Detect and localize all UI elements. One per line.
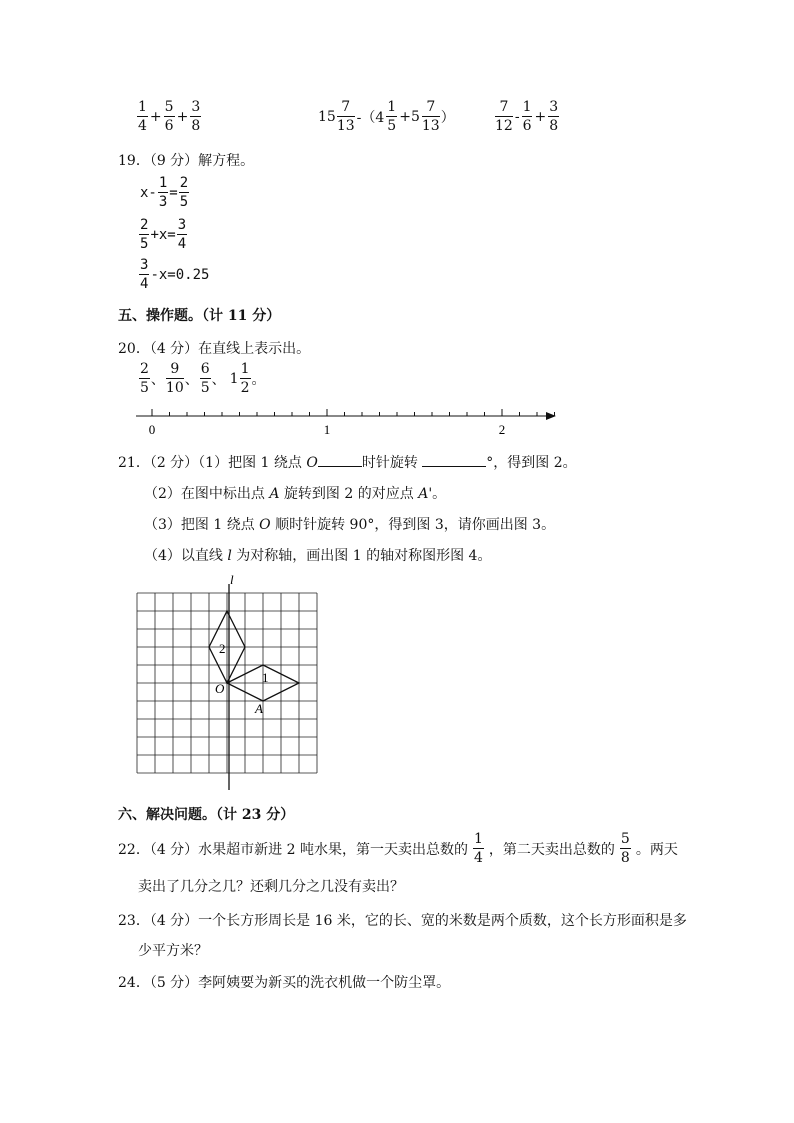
tick-label-0: 0 — [148, 422, 156, 437]
q21-line-2: （2）在图中标出点 A 旋转到图 2 的对应点 A'。 — [144, 486, 447, 502]
fraction: $\frac{7}{12}$ — [495, 99, 513, 134]
fraction: $\frac{6}{5}$ — [200, 361, 210, 396]
fraction: $\frac{3}{8}$ — [191, 99, 201, 134]
section-5-heading: 五、操作题。（计 11 分） — [118, 308, 281, 324]
fraction: $\frac{1}{3}$ — [158, 175, 168, 210]
fraction: $\frac{7}{13}$ — [336, 99, 355, 134]
fraction: $\frac{3}{4}$ — [140, 257, 149, 292]
operator: + — [534, 108, 547, 125]
fraction: $\frac{9}{10}$ — [165, 361, 184, 396]
whole-number: 15 — [318, 108, 336, 125]
answer-blank[interactable] — [422, 452, 486, 467]
operator: + — [149, 108, 162, 125]
q19-equation-1: x- $\frac{1}{3}$ = $\frac{2}{5}$ — [140, 175, 189, 210]
q19-title: 19．（9 分）解方程。 — [118, 153, 255, 169]
answer-blank[interactable] — [318, 452, 362, 467]
q23-line-2: 少平方米？ — [138, 943, 208, 959]
number-line-ticks — [152, 409, 555, 416]
fraction: $\frac{3}{4}$ — [177, 217, 187, 252]
q20-fractions: $\frac{2}{5}$ 、 $\frac{9}{10}$ 、 $\frac{6}{5}$ 、 1 $\frac{1}{2}$ 。 — [140, 361, 266, 396]
label-figure-2: 2 — [219, 641, 226, 656]
q22-line-1: 22．（4 分）水果超市新进 2 吨水果，第一天卖出总数的 $\frac{1}{4}$ ，第二天卖出总数的 $\frac{5}{8}$ 。两天 — [118, 831, 678, 866]
fraction: $\frac{3}{8}$ — [549, 99, 559, 134]
fraction: $\frac{1}{5}$ — [387, 99, 397, 134]
number-line — [130, 402, 570, 438]
fraction: $\frac{2}{5}$ — [140, 217, 149, 252]
q21-line-1: 21．（2 分）（1）把图 1 绕点 O 时针旋转 °，得到图 2。 — [118, 452, 577, 472]
close-paren: ） — [440, 109, 455, 126]
grid-figure — [130, 570, 330, 792]
section-6-heading: 六、解决问题。（计 23 分） — [118, 807, 295, 823]
label-l: l — [230, 572, 234, 587]
operator: -（4 — [356, 109, 385, 126]
operator: +5 — [399, 108, 420, 125]
fraction: $\frac{1}{4}$ — [473, 831, 483, 866]
label-point-O: O — [215, 681, 225, 696]
q21-line-4: （4）以直线 l 为对称轴，画出图 1 的轴对称图形图 4。 — [144, 548, 492, 564]
fraction: $\frac{1}{2}$ — [240, 361, 250, 396]
tick-label-1: 1 — [323, 422, 331, 437]
fraction: $\frac{1}{4}$ — [138, 99, 147, 134]
operator: + — [176, 108, 189, 125]
q24-line-1: 24．（5 分）李阿姨要为新买的洗衣机做一个防尘罩。 — [118, 975, 451, 991]
q18-expr-1 — [136, 100, 202, 133]
fraction: $\frac{7}{13}$ — [421, 99, 440, 134]
q19-equation-2: $\frac{2}{5}$ +x= $\frac{3}{4}$ — [140, 217, 187, 252]
label-point-A: A — [255, 701, 263, 716]
q21-line-3: （3）把图 1 绕点 O 顺时针旋转 90°，得到图 3，请你画出图 3。 — [144, 517, 556, 533]
label-figure-1: 1 — [262, 670, 269, 685]
tick-label-2: 2 — [498, 422, 506, 437]
fraction: $\frac{2}{5}$ — [179, 175, 189, 210]
q20-title: 20．（4 分）在直线上表示出。 — [118, 341, 311, 357]
q23-line-1: 23．（4 分）一个长方形周长是 16 米，它的长、宽的米数是两个质数，这个长方形面积是多 — [118, 913, 687, 929]
q19-equation-3: $\frac{3}{4}$ -x=0.25 — [140, 257, 210, 292]
operator: - — [514, 108, 520, 125]
fraction: $\frac{1}{6}$ — [522, 99, 532, 134]
q22-line-2: 卖出了几分之几？还剩几分之几没有卖出？ — [138, 879, 404, 895]
fraction: $\frac{5}{6}$ — [164, 99, 174, 134]
q18-expr-3 — [494, 100, 560, 133]
fraction: $\frac{5}{8}$ — [620, 831, 630, 866]
q18-expr-2 — [318, 100, 455, 133]
fraction: $\frac{2}{5}$ — [140, 361, 149, 396]
